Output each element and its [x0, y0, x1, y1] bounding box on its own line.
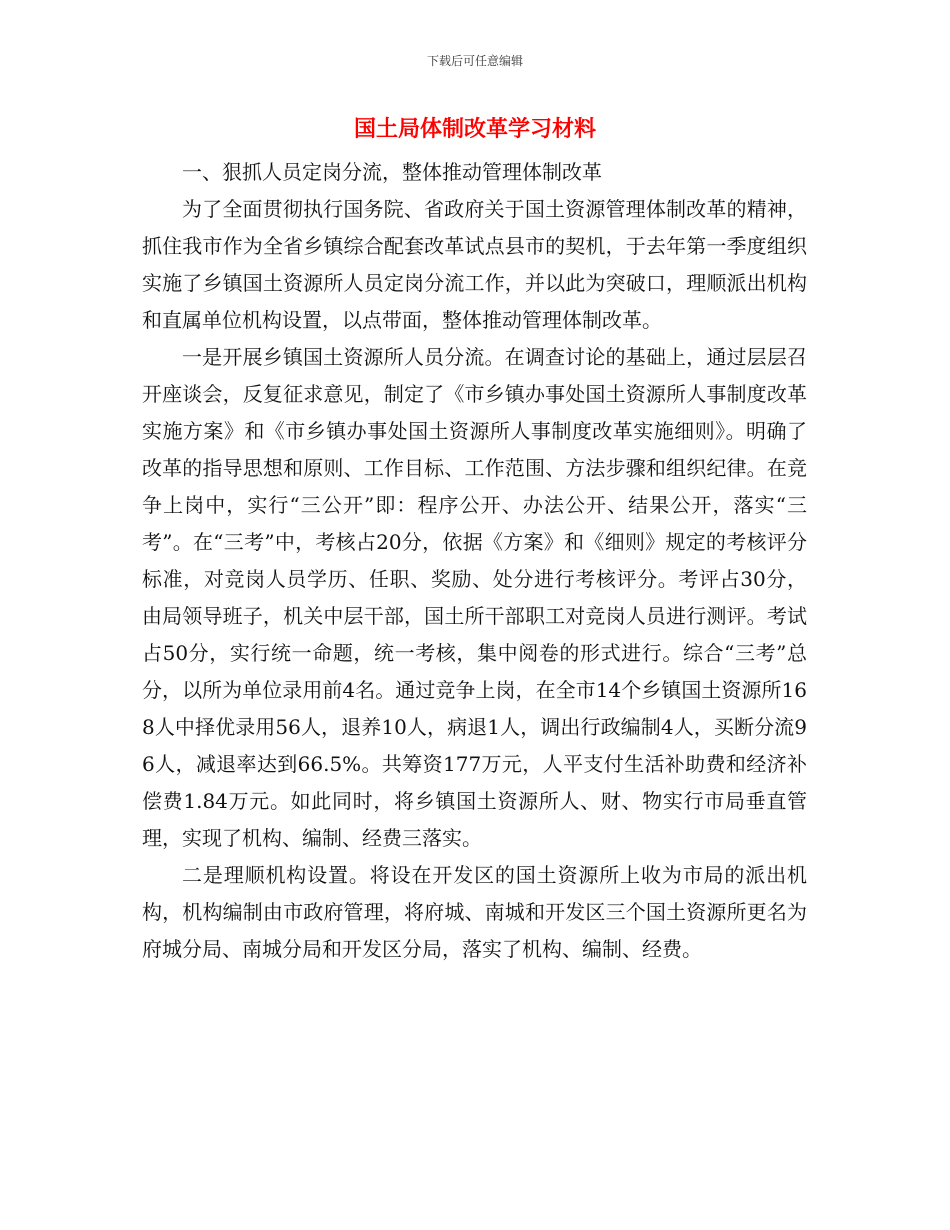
paragraph-staff-diversion: 一是开展乡镇国土资源所人员分流。在调查讨论的基础上，通过层层召开座谈会，反复征求意见，制定了《市乡镇办事处国土资源所人事制度改革实施方案》和《市乡镇办事处国土资源所人事制度改革实施细则》。明确了改革的指导思想和原则、工作目标、工作范围、方法步骤和组织纪律。在竞争上岗中，实行“三公开”即：程序公开、办法公开、结果公开，落实“三考”。在“三考”中，考核占20分，依据《方案》和《细则》规定的考核评分标准，对竞岗人员学历、任职、奖励、处分进行考核评分。考评占30分，由局领导班子，机关中层干部，国土所干部职工对竞岗人员进行测评。考试占50分，实行统一命题，统一考核，集中阅卷的形式进行。综合“三考”总分，以所为单位录用前4名。通过竞争上岗，在全市14个乡镇国土资源所168人中择优录用56人，退养10人，病退1人，调出行政编制4人，买断分流96人，减退率达到66.5%。共筹资177万元，人平支付生活补助费和经济补偿费1.84万元。如此同时，将乡镇国土资源所人、财、物实行市局垂直管理，实现了机构、编制、经费三落实。 — [142, 345, 807, 850]
document-body — [142, 154, 807, 968]
section-heading: 一、狠抓人员定岗分流，整体推动管理体制改革 — [182, 160, 602, 184]
page-header-note: 下载后可任意编辑 — [426, 54, 523, 68]
document-title: 国土局体制改革学习材料 — [353, 116, 596, 142]
paragraph-institution-setup: 二是理顺机构设置。将设在开发区的国土资源所上收为市局的派出机构，机构编制由市政府管理，将府城、南城和开发区三个国土资源所更名为府城分局、南城分局和开发区分局，落实了机构、编制、经费。 — [142, 863, 807, 961]
paragraph-intro: 为了全面贯彻执行国务院、省政府关于国土资源管理体制改革的精神，抓住我市作为全省乡镇综合配套改革试点县市的契机，于去年第一季度组织实施了乡镇国土资源所人员定岗分流工作，并以此为突破口，理顺派出机构和直属单位机构设置，以点带面，整体推动管理体制改革。 — [142, 197, 807, 332]
